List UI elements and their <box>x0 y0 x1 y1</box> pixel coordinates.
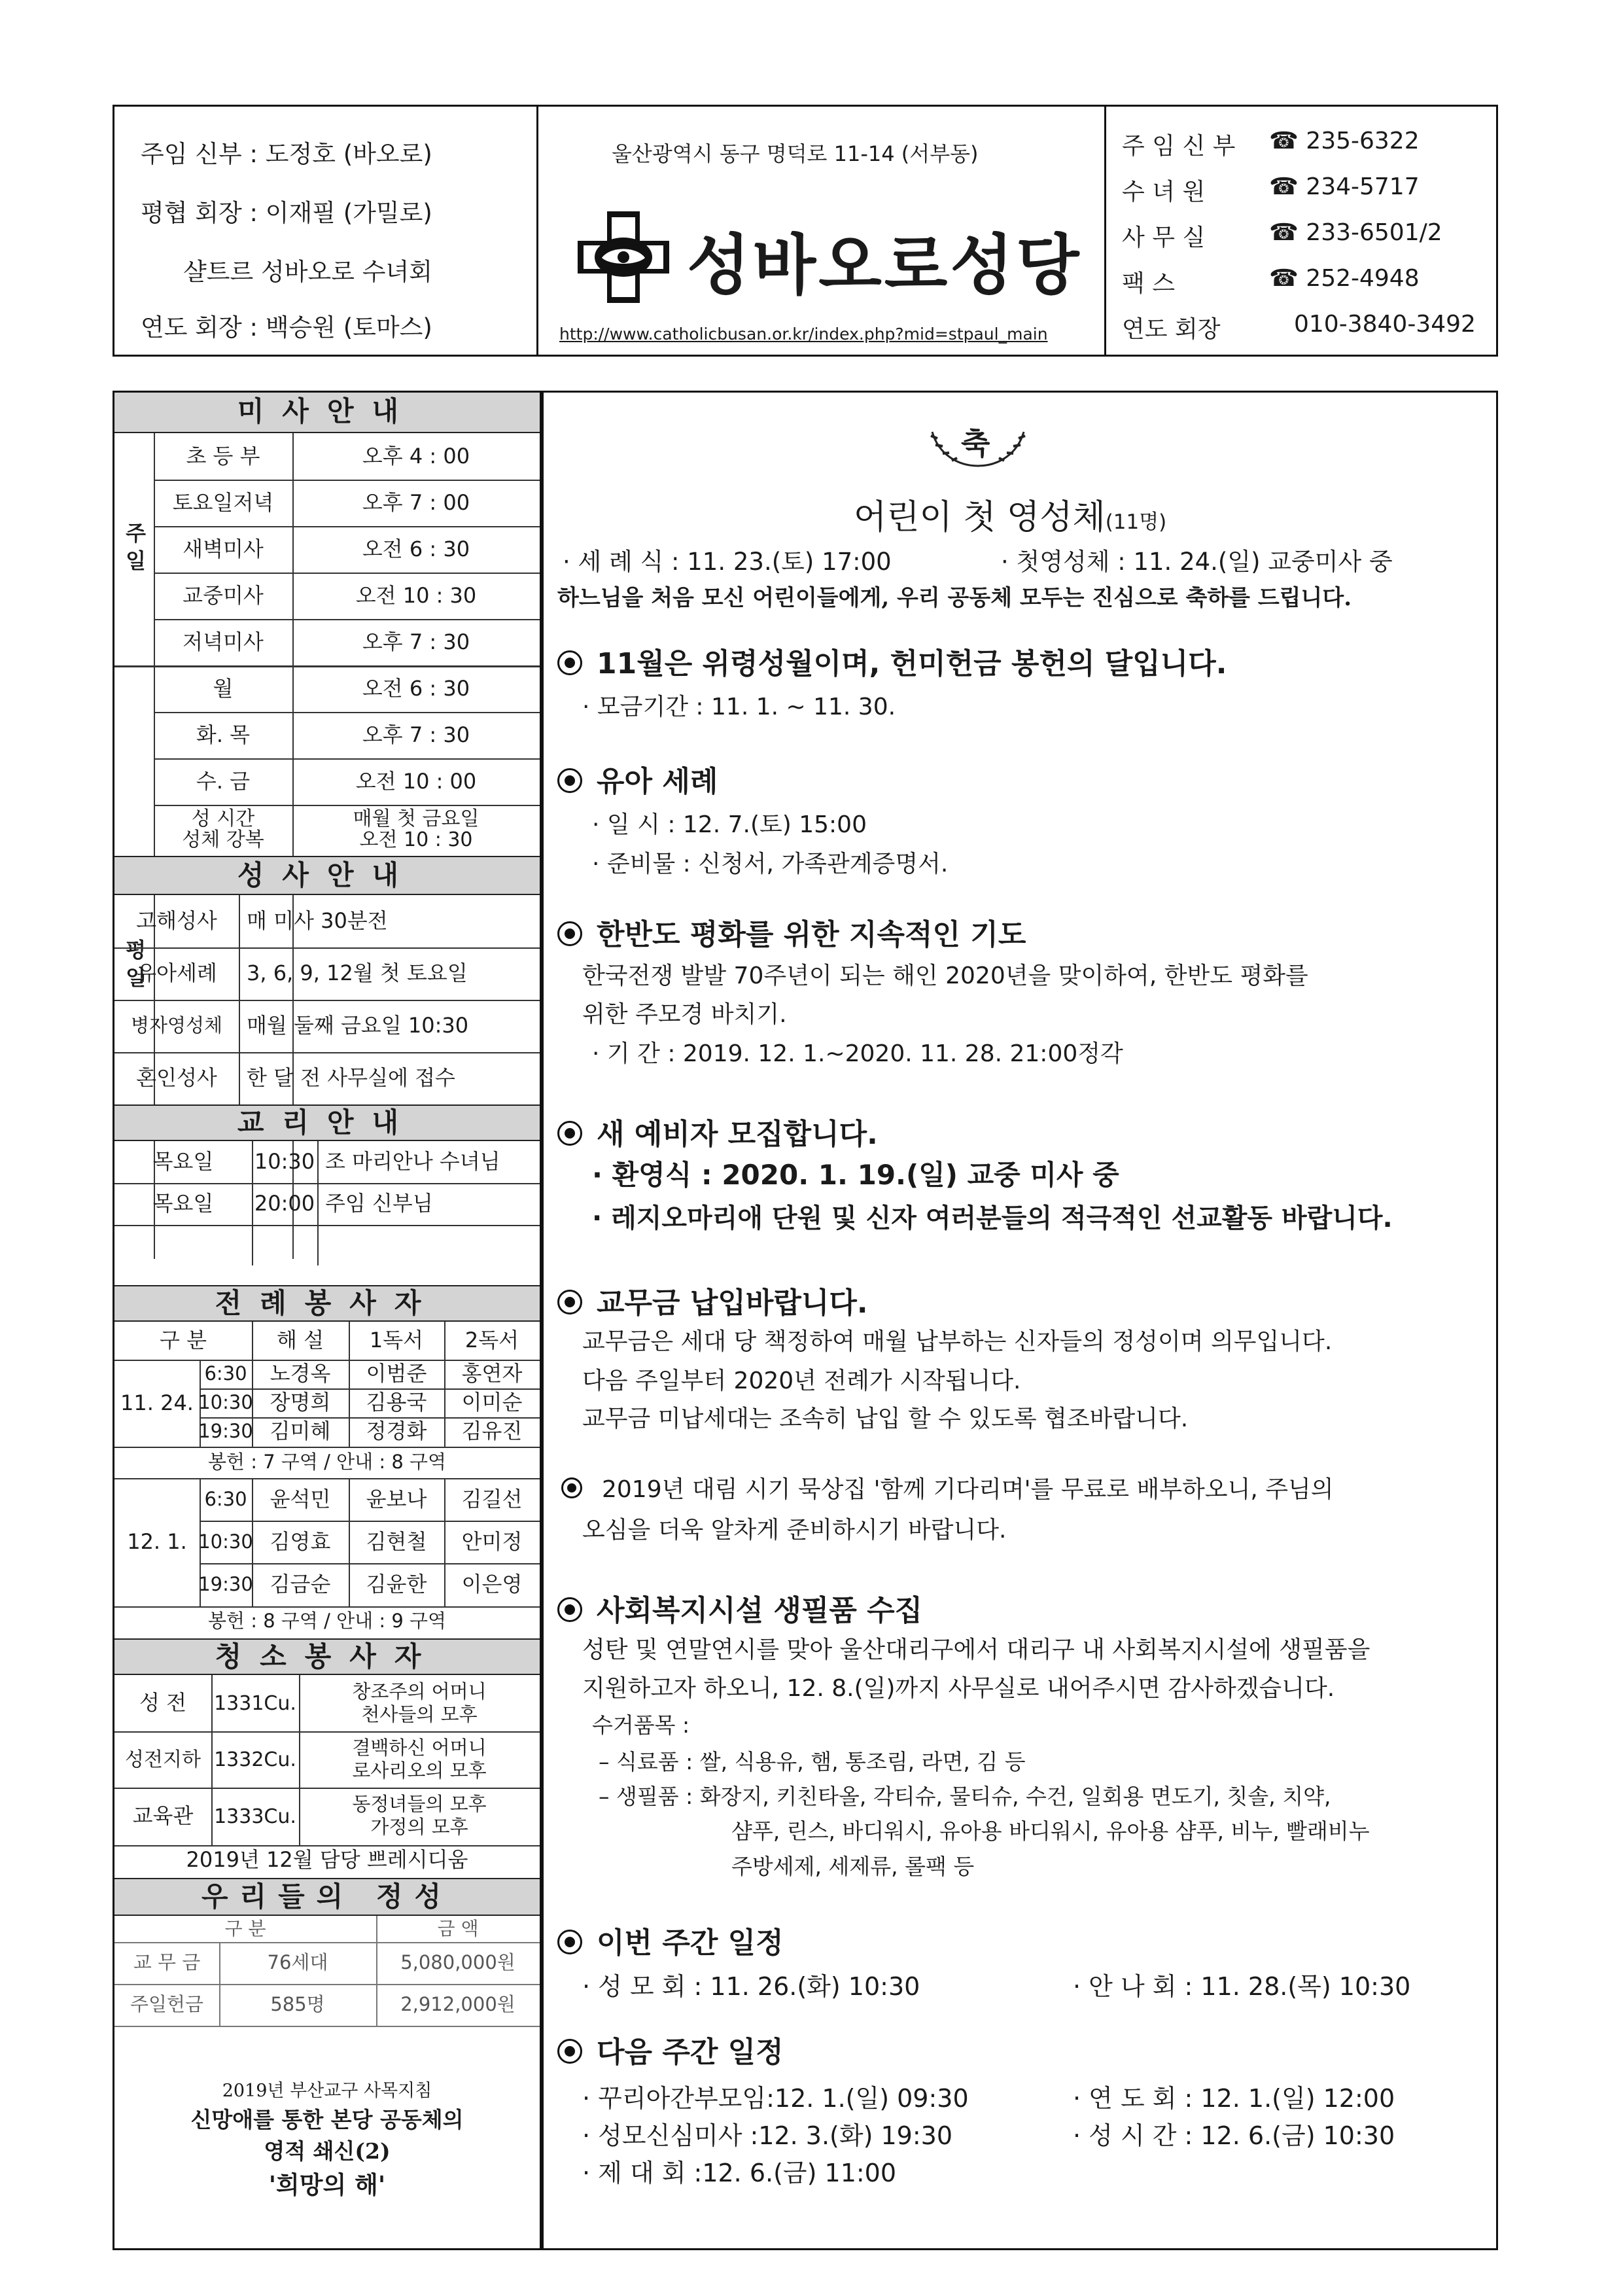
liturgy-reader2: 김유진 <box>461 1419 523 1444</box>
mass-name: 저녁미사 <box>183 629 264 654</box>
catechism-time: 10:30 <box>254 1149 315 1174</box>
header-divider-right <box>1104 105 1106 357</box>
pastoral-motto <box>114 2078 540 2202</box>
liturgy-date: 12. 1. <box>127 1529 187 1555</box>
notice-line: 다음 주일부터 2020년 전례가 시작됩니다. <box>582 1368 1021 1394</box>
mass-time: 오전 6 : 30 <box>362 536 470 561</box>
offering-name: 주일헌금 <box>130 1993 204 2016</box>
notice-line: · 기 간 : 2019. 12. 1.~2020. 11. 28. 21:00정각 <box>592 1040 1123 1067</box>
bullet-icon <box>557 650 582 675</box>
liturgy-time: 19:30 <box>198 1572 253 1595</box>
liturgy-reader2: 이미순 <box>461 1390 523 1415</box>
liturgy-commentator: 윤석민 <box>270 1486 331 1511</box>
notice-line: · 연 도 회 : 12. 1.(일) 12:00 <box>1073 2084 1395 2113</box>
notice-heading: 한반도 평화를 위한 지속적인 기도 <box>557 911 1026 953</box>
cleaning-team: 결백하신 어머니 로사리오의 모후 <box>352 1737 487 1782</box>
cleaning-place: 교육관 <box>132 1803 194 1829</box>
liturgy-table <box>114 1322 540 1638</box>
notice-line: · 성 모 회 : 11. 26.(화) 10:30 <box>582 1972 920 2001</box>
notice-line: · 제 대 회 :12. 6.(금) 11:00 <box>582 2159 897 2187</box>
liturgy-reader1: 김용국 <box>366 1390 427 1415</box>
mass-name: 월 <box>213 675 234 701</box>
notice-line: · 꾸리아간부모임:12. 1.(일) 09:30 <box>582 2084 969 2113</box>
first-communion-date: · 첫영성체 : 11. 24.(일) 교중미사 중 <box>1001 548 1393 576</box>
liturgy-reader1: 정경화 <box>366 1419 427 1444</box>
liturgy-date: 11. 24. <box>120 1390 194 1415</box>
mass-time: 오후 7 : 30 <box>362 629 470 654</box>
liturgy-commentator: 김금순 <box>270 1571 331 1597</box>
liturgy-time: 6:30 <box>204 1487 247 1510</box>
cleaning-title: 청소봉사자 <box>114 1638 540 1675</box>
adoration-time: 매월 첫 금요일 오전 10 : 30 <box>353 807 480 851</box>
contact-phone-convent: ☎ 234-5717 <box>1269 173 1420 200</box>
bullet-icon <box>557 921 582 946</box>
mass-time: 오전 10 : 30 <box>355 582 477 608</box>
cleaning-code: 1332Cu. <box>214 1748 296 1771</box>
bullet-icon <box>557 768 582 793</box>
mass-time: 오후 7 : 00 <box>362 489 470 515</box>
notice-line: 성탄 및 연말연시를 맞아 울산대리구에서 대리구 내 사회복지시설에 생필품을 <box>582 1636 1370 1663</box>
contact-label-office: 사 무 실 <box>1122 224 1206 251</box>
church-url[interactable]: http://www.catholicbusan.or.kr/index.php?mid=stpaul_main <box>559 325 1048 344</box>
cleaning-table <box>114 1675 540 1878</box>
bullet-dot <box>567 1483 576 1492</box>
notice-line: · 성 시 간 : 12. 6.(금) 10:30 <box>1073 2121 1395 2150</box>
mass-time: 오후 4 : 00 <box>362 443 470 468</box>
cleaning-team: 창조주의 어머니 천사들의 모후 <box>352 1680 487 1725</box>
offering-amount: 2,912,000원 <box>400 1993 515 2016</box>
prayer-leader-text: 연도 회장 : 백승원 (토마스) <box>141 313 432 342</box>
notice-heading: 11월은 위령성월이며, 헌미헌금 봉헌의 달입니다. <box>557 640 1227 682</box>
sacrament-name: 고해성사 <box>136 908 217 934</box>
liturgy-time: 6:30 <box>204 1362 247 1385</box>
sacrament-name: 병자영성체 <box>130 1014 223 1037</box>
offering-count: 76세대 <box>267 1951 328 1974</box>
notice-line: 교무금은 세대 당 책정하여 매월 납부하는 신자들의 정성이며 의무입니다. <box>582 1328 1333 1355</box>
liturgy-commentator: 장명희 <box>270 1390 331 1415</box>
mass-time: 오전 6 : 30 <box>362 675 470 701</box>
weekday-label: 평일 <box>122 939 147 994</box>
cleaning-footer: 2019년 12월 담당 쁘레시디움 <box>186 1847 468 1873</box>
liturgy-commentator: 노경옥 <box>270 1361 331 1386</box>
liturgy-reader1: 윤보나 <box>366 1486 427 1511</box>
offering-header: 구 분 <box>224 1917 266 1939</box>
notice-line: 수거품목 : <box>592 1712 690 1738</box>
liturgy-header: 구 분 <box>160 1328 207 1353</box>
contact-phone-pastor: ☎ 235-6322 <box>1269 128 1420 154</box>
pastor-text: 주임 신부 : 도정호 (바오로) <box>141 140 432 168</box>
notice-line: · 일 시 : 12. 7.(토) 15:00 <box>592 811 867 838</box>
sacraments-title: 성사안내 <box>114 856 540 895</box>
motto-line4: '희망의 해' <box>268 2170 386 2199</box>
council-text: 평협 회장 : 이재필 (가밀로) <box>141 199 432 227</box>
first-communion-message: 하느님을 처음 모신 어린이들에게, 우리 공동체 모두는 진심으로 축하를 드립니다. <box>557 585 1352 611</box>
mass-name: 새벽미사 <box>183 536 264 561</box>
cleaning-team: 동정녀들의 모후 가정의 모후 <box>352 1793 487 1838</box>
header-divider-left <box>536 105 538 357</box>
notice-line: · 모금기간 : 11. 1. ~ 11. 30. <box>582 694 896 720</box>
notice-line: – 식료품 : 쌀, 식용유, 햄, 통조림, 라면, 김 등 <box>599 1749 1026 1775</box>
offering-header: 금 액 <box>437 1917 479 1939</box>
liturgy-header: 2독서 <box>464 1328 519 1353</box>
laurel-emblem <box>919 419 1037 471</box>
cleaning-place: 성전지하 <box>125 1748 201 1771</box>
liturgy-reader1: 이범준 <box>366 1361 427 1386</box>
sacrament-info: 매 미사 30분전 <box>247 908 388 934</box>
offering-title: 우리들의 정성 <box>114 1878 540 1916</box>
notice-line: 지원하고자 하오니, 12. 8.(일)까지 사무실로 내어주시면 감사하겠습니다. <box>582 1675 1335 1702</box>
mass-time: 오전 10 : 00 <box>355 768 477 794</box>
catechism-day: 목요일 <box>152 1149 214 1174</box>
notice-line: 오심을 더욱 알차게 준비하시기 바랍니다. <box>582 1517 1007 1544</box>
notice-heading: 사회복지시설 생필품 수집 <box>557 1587 922 1629</box>
offering-name: 교 무 금 <box>133 1951 201 1974</box>
notice-line: · 레지오마리애 단원 및 신자 여러분들의 적극적인 선교활동 바랍니다. <box>592 1203 1393 1233</box>
bullet-icon <box>557 2039 582 2064</box>
bullet-icon <box>557 1290 582 1315</box>
liturgy-reader2: 이은영 <box>461 1571 523 1597</box>
first-communion-title: 어린이 첫 영성체(11명) <box>854 498 1167 537</box>
sunday-label: 주일 <box>122 521 147 577</box>
contact-label-convent: 수 녀 원 <box>1122 179 1206 205</box>
offering-amount: 5,080,000원 <box>400 1951 515 1974</box>
notice-heading: 이번 주간 일정 <box>557 1919 784 1961</box>
church-address: 울산광역시 동구 명덕로 11-14 (서부동) <box>612 141 979 166</box>
motto-line3: 영적 쇄신(2) <box>264 2138 391 2164</box>
left-column <box>113 391 542 2250</box>
notice-line: · 안 나 회 : 11. 28.(목) 10:30 <box>1073 1972 1411 2001</box>
sacrament-name: 유아세례 <box>136 961 217 986</box>
offering-table <box>114 1916 540 2026</box>
church-name: 성바오로성당 <box>687 227 1082 304</box>
mass-name: 수. 금 <box>196 768 251 794</box>
mass-name: 초 등 부 <box>186 443 260 468</box>
notice-heading: 다음 주간 일정 <box>557 2028 784 2070</box>
celebrate-char: 축 <box>961 426 990 461</box>
contact-label-prayer: 연도 회장 <box>1122 316 1221 343</box>
adoration-name: 성 시간 성체 강복 <box>182 807 264 851</box>
church-logo <box>574 208 672 306</box>
liturgy-title: 전례봉사자 <box>114 1285 540 1322</box>
liturgy-note: 봉헌 : 7 구역 / 안내 : 8 구역 <box>207 1451 447 1474</box>
mass-name: 교중미사 <box>183 582 264 608</box>
liturgy-reader2: 안미정 <box>461 1528 523 1554</box>
notice-line: 위한 주모경 바치기. <box>582 1001 787 1028</box>
contact-phone-office: ☎ 233-6501/2 <box>1269 219 1442 246</box>
notice-heading: 유아 세례 <box>557 758 718 800</box>
bullet-icon <box>557 1121 582 1146</box>
liturgy-time: 10:30 <box>198 1530 253 1553</box>
sacrament-name: 혼인성사 <box>136 1065 217 1091</box>
notice-line: 샴푸, 린스, 바디워시, 유아용 바디워시, 유아용 샴푸, 비누, 빨래비누 <box>731 1818 1370 1844</box>
sacrament-info: 한 달 전 사무실에 접수 <box>247 1065 455 1091</box>
motto-line1: 2019년 부산교구 사목지침 <box>222 2081 432 2101</box>
contact-phone-prayer: 010-3840-3492 <box>1294 311 1476 338</box>
notice-line: – 생필품 : 화장지, 키친타올, 각티슈, 물티슈, 수건, 일회용 면도기, 칫솔, 치약, <box>599 1784 1331 1809</box>
notice-heading: 새 예비자 모집합니다. <box>557 1110 878 1152</box>
bullet-icon <box>557 1930 582 1954</box>
motto-line2: 신망애를 통한 본당 공동체의 <box>190 2107 464 2132</box>
liturgy-header: 1독서 <box>369 1328 424 1353</box>
catechism-teacher: 조 마리안나 수녀님 <box>325 1149 500 1174</box>
mass-name: 토요일저녁 <box>172 489 274 515</box>
notice-line: 한국전쟁 발발 70주년이 되는 해인 2020년을 맞이하여, 한반도 평화를 <box>582 963 1308 989</box>
cleaning-place: 성 전 <box>139 1690 186 1716</box>
contact-phone-fax: ☎ 252-4948 <box>1269 265 1420 292</box>
liturgy-reader2: 김길선 <box>461 1486 523 1511</box>
cleaning-code: 1331Cu. <box>214 1691 296 1715</box>
sisters-text: 샬트르 성바오로 수녀회 <box>183 258 432 286</box>
mass-name: 화. 목 <box>196 722 251 747</box>
cleaning-code: 1333Cu. <box>214 1805 296 1828</box>
liturgy-header: 해 설 <box>277 1328 324 1353</box>
catechism-time: 20:00 <box>254 1191 315 1216</box>
contact-label-pastor: 주 임 신 부 <box>1122 133 1236 160</box>
liturgy-reader1: 김윤한 <box>366 1571 427 1597</box>
notice-line: 2019년 대림 시기 묵상집 '함께 기다리며'를 무료로 배부하오니, 주님의 <box>602 1476 1334 1503</box>
contact-label-fax: 팩 스 <box>1122 270 1175 297</box>
catechism-title: 교리안내 <box>114 1104 540 1141</box>
mass-time: 오후 7 : 30 <box>362 722 470 747</box>
liturgy-commentator: 김미혜 <box>270 1419 331 1444</box>
mass-title: 미사안내 <box>114 393 540 433</box>
offering-count: 585명 <box>270 1993 325 2016</box>
liturgy-time: 19:30 <box>198 1420 253 1443</box>
liturgy-commentator: 김영효 <box>270 1528 331 1554</box>
notice-line: · 준비물 : 신청서, 가족관계증명서. <box>592 851 949 877</box>
sacraments-table <box>114 895 540 1104</box>
sacrament-info: 매월 둘째 금요일 10:30 <box>247 1013 469 1038</box>
baptism-ceremony-date: · 세 례 식 : 11. 23.(토) 17:00 <box>563 548 892 576</box>
liturgy-time: 10:30 <box>198 1391 253 1414</box>
sacrament-info: 3, 6, 9, 12월 첫 토요일 <box>247 961 468 986</box>
notice-line: · 성모신심미사 :12. 3.(화) 19:30 <box>582 2121 953 2150</box>
catechism-teacher: 주임 신부님 <box>325 1191 433 1216</box>
notice-line: 주방세제, 세제류, 롤팩 등 <box>731 1854 975 1879</box>
liturgy-reader1: 김현철 <box>366 1528 427 1554</box>
bullet-icon <box>557 1597 582 1622</box>
catechism-table <box>114 1141 540 1265</box>
liturgy-reader2: 홍연자 <box>461 1361 523 1386</box>
notice-line: 교무금 미납세대는 조속히 납입 할 수 있도록 협조바랍니다. <box>582 1405 1189 1432</box>
catechism-day: 목요일 <box>152 1191 214 1216</box>
liturgy-note: 봉헌 : 8 구역 / 안내 : 9 구역 <box>207 1610 447 1633</box>
notice-line: · 환영식 : 2020. 1. 19.(일) 교중 미사 중 <box>592 1159 1119 1191</box>
notice-heading: 교무금 납입바랍니다. <box>557 1279 868 1321</box>
